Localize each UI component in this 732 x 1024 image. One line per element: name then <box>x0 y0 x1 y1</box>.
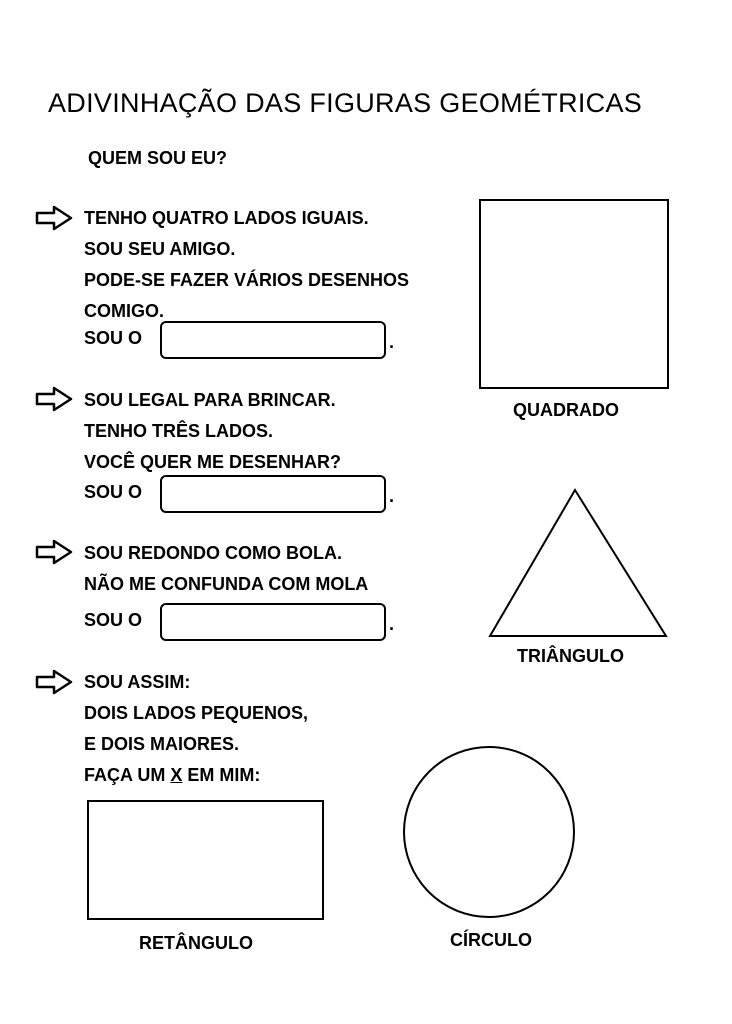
riddle-4-line-1: SOU ASSIM: <box>84 672 191 692</box>
riddle-3-answer-suffix: . <box>389 614 395 634</box>
riddle-4 <box>84 667 308 791</box>
riddle-1-answer-suffix: . <box>389 332 395 352</box>
triangle-label: TRIÂNGULO <box>517 646 624 666</box>
right-arrow-outline-icon <box>34 385 74 413</box>
riddle-3-answer-prefix: SOU O <box>84 610 143 630</box>
riddle-3-line-2: NÃO ME CONFUNDA COM MOLA <box>84 574 369 594</box>
square-label: QUADRADO <box>513 400 619 420</box>
circle-label: CÍRCULO <box>450 930 532 950</box>
riddle-1-line-1: TENHO QUATRO LADOS IGUAIS. <box>84 208 369 228</box>
riddle-1-line-4: COMIGO. <box>84 301 164 321</box>
riddle-2-answer-box[interactable] <box>160 475 386 513</box>
riddle-1-line-3: PODE-SE FAZER VÁRIOS DESENHOS <box>84 270 410 290</box>
riddle-4-line-2: DOIS LADOS PEQUENOS, <box>84 703 309 723</box>
riddle-2-line-1: SOU LEGAL PARA BRINCAR. <box>84 390 336 410</box>
right-arrow-outline-icon <box>34 668 74 696</box>
riddle-3-line-1: SOU REDONDO COMO BOLA. <box>84 543 343 563</box>
riddle-1-answer-prefix: SOU O <box>84 328 143 348</box>
riddle-3 <box>84 538 368 600</box>
circle-shape <box>403 746 575 918</box>
riddle-2-line-3: VOCÊ QUER ME DESENHAR? <box>84 452 342 472</box>
riddle-1-line-2: SOU SEU AMIGO. <box>84 239 236 259</box>
riddle-2-line-2: TENHO TRÊS LADOS. <box>84 421 274 441</box>
riddle-2-answer-suffix: . <box>389 486 395 506</box>
right-arrow-outline-icon <box>34 204 74 232</box>
riddle-1 <box>84 203 409 327</box>
riddle-4-line-3: E DOIS MAIORES. <box>84 734 240 754</box>
page-subtitle: QUEM SOU EU? <box>88 148 228 168</box>
riddle-2-answer-prefix: SOU O <box>84 482 143 502</box>
riddle-1-answer-box[interactable] <box>160 321 386 359</box>
instruction-pre: FAÇA UM <box>84 765 171 785</box>
riddle-3-answer-box[interactable] <box>160 603 386 641</box>
instruction-x: X <box>170 765 183 785</box>
right-arrow-outline-icon <box>34 538 74 566</box>
rectangle-shape[interactable] <box>87 800 324 920</box>
riddle-2 <box>84 385 341 478</box>
rectangle-label: RETÂNGULO <box>139 933 253 953</box>
page-title: ADIVINHAÇÃO DAS FIGURAS GEOMÉTRICAS <box>48 88 643 118</box>
riddle-4-instruction <box>84 760 308 791</box>
square-shape <box>479 199 669 389</box>
instruction-post: EM MIM: <box>182 765 261 785</box>
triangle-shape <box>484 484 674 644</box>
